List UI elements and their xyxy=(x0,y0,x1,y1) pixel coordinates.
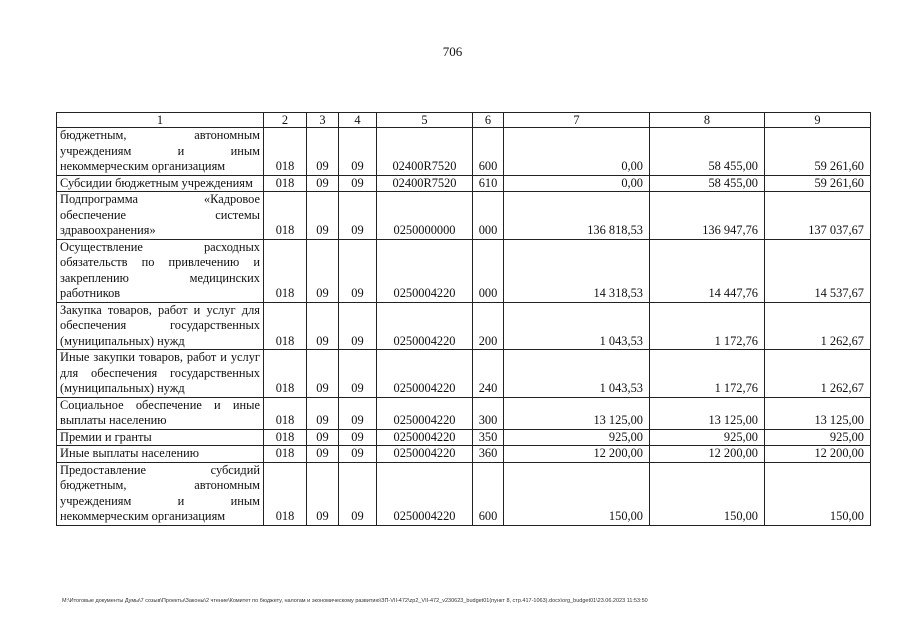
row-name: Предоставление субсидий бюджетным, автономным учреждениям и иным некоммерческим организациям xyxy=(57,462,264,525)
subsection-code: 09 xyxy=(339,128,377,176)
budget-table xyxy=(56,112,871,526)
subsection-code: 09 xyxy=(339,350,377,398)
amount-col7: 1 043,53 xyxy=(504,302,650,350)
expense-type-code: 350 xyxy=(473,429,504,446)
subsection-code: 09 xyxy=(339,302,377,350)
header-cell: 4 xyxy=(339,113,377,128)
expense-type-code: 200 xyxy=(473,302,504,350)
document-file-path: M:\Итоговые документы Думы\7 созыв\Проекты\Законы\2 чтение\Комитет по бюджету, налогам и экономическому развитию\ЗП-VII-472\zp2_VII-472_v230623_budget01(пункт 8, стр.417-1063).docx\org_budget01\23.06.2023 11:53:50 xyxy=(62,598,648,604)
section-code: 09 xyxy=(307,429,339,446)
target-article-code: 0250004220 xyxy=(377,239,473,302)
row-name: Иные выплаты населению xyxy=(57,446,264,463)
amount-col7: 13 125,00 xyxy=(504,397,650,429)
table-row xyxy=(57,446,871,463)
header-cell: 7 xyxy=(504,113,650,128)
table-row xyxy=(57,239,871,302)
amount-col7: 136 818,53 xyxy=(504,192,650,240)
admin-code: 018 xyxy=(264,128,307,176)
amount-col9: 59 261,60 xyxy=(765,128,871,176)
expense-type-code: 240 xyxy=(473,350,504,398)
page-number: 706 xyxy=(442,44,463,59)
admin-code: 018 xyxy=(264,239,307,302)
subsection-code: 09 xyxy=(339,462,377,525)
amount-col8: 14 447,76 xyxy=(650,239,765,302)
amount-col9: 925,00 xyxy=(765,429,871,446)
expense-type-code: 000 xyxy=(473,239,504,302)
section-code: 09 xyxy=(307,302,339,350)
amount-col8: 58 455,00 xyxy=(650,128,765,176)
row-name: Осуществление расходных обязательств по привлечению и закреплению медицинских работников xyxy=(57,239,264,302)
subsection-code: 09 xyxy=(339,446,377,463)
subsection-code: 09 xyxy=(339,239,377,302)
row-name: Иные закупки товаров, работ и услуг для обеспечения государственных (муниципальных) нужд xyxy=(57,350,264,398)
table-row xyxy=(57,302,871,350)
target-article-code: 0250004220 xyxy=(377,350,473,398)
admin-code: 018 xyxy=(264,462,307,525)
target-article-code: 0250004220 xyxy=(377,397,473,429)
target-article-code: 0250000000 xyxy=(377,192,473,240)
amount-col8: 925,00 xyxy=(650,429,765,446)
amount-col8: 1 172,76 xyxy=(650,350,765,398)
target-article-code: 02400R7520 xyxy=(377,128,473,176)
section-code: 09 xyxy=(307,350,339,398)
amount-col7: 0,00 xyxy=(504,175,650,192)
header-cell: 6 xyxy=(473,113,504,128)
row-name: Премии и гранты xyxy=(57,429,264,446)
amount-col7: 150,00 xyxy=(504,462,650,525)
expense-type-code: 600 xyxy=(473,462,504,525)
amount-col8: 13 125,00 xyxy=(650,397,765,429)
header-cell: 1 xyxy=(57,113,264,128)
header-row xyxy=(57,113,871,128)
section-code: 09 xyxy=(307,175,339,192)
row-name: бюджетным, автономным учреждениям и иным некоммерческим организациям xyxy=(57,128,264,176)
admin-code: 018 xyxy=(264,192,307,240)
subsection-code: 09 xyxy=(339,429,377,446)
amount-col9: 1 262,67 xyxy=(765,350,871,398)
expense-type-code: 300 xyxy=(473,397,504,429)
amount-col9: 1 262,67 xyxy=(765,302,871,350)
amount-col8: 12 200,00 xyxy=(650,446,765,463)
amount-col9: 12 200,00 xyxy=(765,446,871,463)
expense-type-code: 360 xyxy=(473,446,504,463)
admin-code: 018 xyxy=(264,175,307,192)
admin-code: 018 xyxy=(264,350,307,398)
expense-type-code: 600 xyxy=(473,128,504,176)
row-name: Социальное обеспечение и иные выплаты населению xyxy=(57,397,264,429)
subsection-code: 09 xyxy=(339,397,377,429)
expense-type-code: 610 xyxy=(473,175,504,192)
amount-col9: 59 261,60 xyxy=(765,175,871,192)
amount-col9: 14 537,67 xyxy=(765,239,871,302)
amount-col8: 150,00 xyxy=(650,462,765,525)
admin-code: 018 xyxy=(264,397,307,429)
subsection-code: 09 xyxy=(339,175,377,192)
target-article-code: 0250004220 xyxy=(377,429,473,446)
amount-col7: 0,00 xyxy=(504,128,650,176)
table-header xyxy=(57,113,871,128)
table-row xyxy=(57,462,871,525)
row-name: Подпрограмма «Кадровое обеспечение системы здравоохранения» xyxy=(57,192,264,240)
target-article-code: 02400R7520 xyxy=(377,175,473,192)
amount-col7: 14 318,53 xyxy=(504,239,650,302)
target-article-code: 0250004220 xyxy=(377,462,473,525)
admin-code: 018 xyxy=(264,446,307,463)
section-code: 09 xyxy=(307,239,339,302)
header-cell: 5 xyxy=(377,113,473,128)
amount-col7: 925,00 xyxy=(504,429,650,446)
amount-col9: 137 037,67 xyxy=(765,192,871,240)
section-code: 09 xyxy=(307,192,339,240)
subsection-code: 09 xyxy=(339,192,377,240)
amount-col9: 150,00 xyxy=(765,462,871,525)
table-row xyxy=(57,350,871,398)
header-cell: 2 xyxy=(264,113,307,128)
table-row xyxy=(57,429,871,446)
amount-col9: 13 125,00 xyxy=(765,397,871,429)
header-cell: 8 xyxy=(650,113,765,128)
section-code: 09 xyxy=(307,446,339,463)
amount-col8: 136 947,76 xyxy=(650,192,765,240)
section-code: 09 xyxy=(307,397,339,429)
admin-code: 018 xyxy=(264,429,307,446)
row-name: Закупка товаров, работ и услуг для обеспечения государственных (муниципальных) нужд xyxy=(57,302,264,350)
expense-type-code: 000 xyxy=(473,192,504,240)
table-row xyxy=(57,192,871,240)
table-row xyxy=(57,397,871,429)
section-code: 09 xyxy=(307,462,339,525)
amount-col7: 1 043,53 xyxy=(504,350,650,398)
table-row xyxy=(57,128,871,176)
header-cell: 3 xyxy=(307,113,339,128)
amount-col8: 1 172,76 xyxy=(650,302,765,350)
amount-col7: 12 200,00 xyxy=(504,446,650,463)
table-body xyxy=(57,128,871,526)
header-cell: 9 xyxy=(765,113,871,128)
table-row xyxy=(57,175,871,192)
admin-code: 018 xyxy=(264,302,307,350)
row-name: Субсидии бюджетным учреждениям xyxy=(57,175,264,192)
target-article-code: 0250004220 xyxy=(377,446,473,463)
target-article-code: 0250004220 xyxy=(377,302,473,350)
section-code: 09 xyxy=(307,128,339,176)
amount-col8: 58 455,00 xyxy=(650,175,765,192)
